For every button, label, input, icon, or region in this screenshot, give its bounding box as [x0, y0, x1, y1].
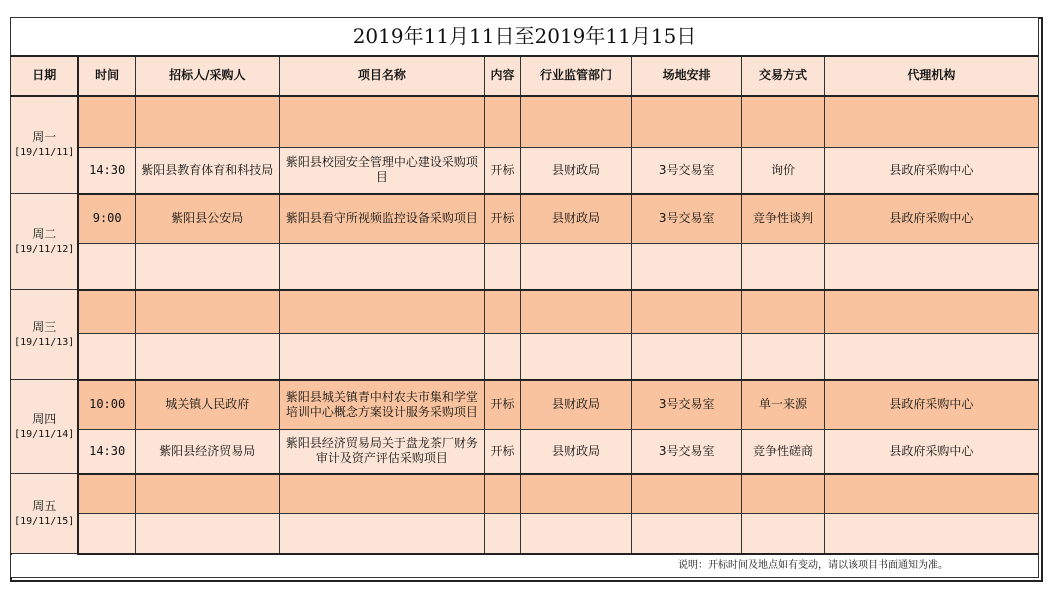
cell-buyer [135, 334, 279, 380]
cell-venue: 3号交易室 [632, 148, 742, 194]
cell-time: 10:00 [78, 380, 135, 430]
table-row [11, 430, 1039, 474]
cell-content: 开标 [485, 148, 521, 194]
schedule-table [10, 17, 1039, 578]
cell-venue [632, 334, 742, 380]
cell-buyer [135, 514, 279, 554]
cell-content: 开标 [485, 194, 521, 244]
header-method: 交易方式 [742, 56, 824, 96]
day-name: 周二 [32, 226, 57, 241]
cell-agency [824, 244, 1038, 290]
cell-project: 紫阳县校园安全管理中心建设采购项目 [279, 148, 484, 194]
cell-time [78, 474, 135, 514]
cell-method: 竞争性磋商 [742, 430, 824, 474]
day-date: [19/11/15] [14, 515, 75, 527]
cell-agency [824, 474, 1038, 514]
cell-project [279, 514, 484, 554]
cell-dept: 县财政局 [520, 380, 631, 430]
header-date: 日期 [11, 56, 79, 96]
cell-buyer: 紫阳县经济贸易局 [135, 430, 279, 474]
cell-method [742, 96, 824, 148]
header-agency: 代理机构 [824, 56, 1038, 96]
cell-project [279, 96, 484, 148]
day-cell [11, 380, 79, 474]
cell-buyer: 紫阳县教育体育和科技局 [135, 148, 279, 194]
table-row [11, 194, 1039, 244]
day-name: 周四 [32, 411, 57, 426]
header-dept: 行业监管部门 [520, 56, 631, 96]
table-row [11, 334, 1039, 380]
cell-venue [632, 474, 742, 514]
header-row [11, 56, 1039, 96]
cell-content [485, 96, 521, 148]
cell-dept: 县财政局 [520, 430, 631, 474]
cell-venue [632, 96, 742, 148]
header-buyer: 招标人/采购人 [135, 56, 279, 96]
cell-venue [632, 290, 742, 334]
cell-method [742, 514, 824, 554]
cell-project [279, 474, 484, 514]
cell-project: 紫阳县城关镇青中村农夫市集和学堂培训中心概念方案设计服务采购项目 [279, 380, 484, 430]
cell-method [742, 334, 824, 380]
day-date: [19/11/13] [14, 336, 75, 348]
day-name: 周五 [32, 498, 57, 513]
cell-dept [520, 514, 631, 554]
cell-dept [520, 96, 631, 148]
cell-dept [520, 474, 631, 514]
cell-dept: 县财政局 [520, 194, 631, 244]
day-cell [11, 474, 79, 554]
note-row [11, 554, 1039, 578]
cell-agency: 县政府采购中心 [824, 194, 1038, 244]
cell-dept [520, 334, 631, 380]
cell-time [78, 514, 135, 554]
cell-agency: 县政府采购中心 [824, 380, 1038, 430]
cell-method: 询价 [742, 148, 824, 194]
cell-time [78, 244, 135, 290]
header-venue: 场地安排 [632, 56, 742, 96]
cell-dept: 县财政局 [520, 148, 631, 194]
table-row [11, 380, 1039, 430]
cell-project [279, 244, 484, 290]
day-cell [11, 290, 79, 380]
cell-dept [520, 290, 631, 334]
header-time: 时间 [78, 56, 135, 96]
cell-content [485, 244, 521, 290]
day-date: [19/11/11] [14, 146, 75, 158]
header-project: 项目名称 [279, 56, 484, 96]
table-row [11, 514, 1039, 554]
schedule-sheet [10, 17, 1043, 582]
cell-content [485, 334, 521, 380]
day-date: [19/11/14] [14, 428, 75, 440]
day-cell [11, 194, 79, 290]
cell-agency [824, 96, 1038, 148]
cell-method: 竞争性谈判 [742, 194, 824, 244]
cell-venue: 3号交易室 [632, 194, 742, 244]
cell-time [78, 290, 135, 334]
cell-content [485, 290, 521, 334]
cell-buyer [135, 474, 279, 514]
cell-buyer [135, 96, 279, 148]
cell-buyer: 城关镇人民政府 [135, 380, 279, 430]
cell-project [279, 334, 484, 380]
cell-content: 开标 [485, 380, 521, 430]
cell-venue: 3号交易室 [632, 380, 742, 430]
day-cell [11, 96, 79, 194]
cell-agency [824, 514, 1038, 554]
note-text: 说明：开标时间及地点如有变动，请以该项目书面通知为准。 [11, 554, 1039, 578]
table-row [11, 474, 1039, 514]
cell-method [742, 290, 824, 334]
table-row [11, 244, 1039, 290]
cell-time: 9:00 [78, 194, 135, 244]
cell-agency [824, 334, 1038, 380]
cell-time [78, 334, 135, 380]
header-content: 内容 [485, 56, 521, 96]
day-date: [19/11/12] [14, 243, 75, 255]
cell-project [279, 290, 484, 334]
cell-agency [824, 290, 1038, 334]
cell-project: 紫阳县经济贸易局关于盘龙茶厂财务审计及资产评估采购项目 [279, 430, 484, 474]
table-row [11, 96, 1039, 148]
cell-project: 紫阳县看守所视频监控设备采购项目 [279, 194, 484, 244]
table-row [11, 148, 1039, 194]
cell-venue: 3号交易室 [632, 430, 742, 474]
cell-content: 开标 [485, 430, 521, 474]
cell-venue [632, 514, 742, 554]
cell-buyer [135, 244, 279, 290]
cell-time: 14:30 [78, 430, 135, 474]
cell-method [742, 244, 824, 290]
cell-dept [520, 244, 631, 290]
cell-venue [632, 244, 742, 290]
cell-method [742, 474, 824, 514]
cell-time: 14:30 [78, 148, 135, 194]
cell-agency: 县政府采购中心 [824, 430, 1038, 474]
cell-content [485, 474, 521, 514]
table-row [11, 290, 1039, 334]
cell-agency: 县政府采购中心 [824, 148, 1038, 194]
cell-buyer: 紫阳县公安局 [135, 194, 279, 244]
cell-method: 单一来源 [742, 380, 824, 430]
schedule-title: 2019年11月11日至2019年11月15日 [11, 18, 1039, 56]
cell-content [485, 514, 521, 554]
day-name: 周一 [32, 129, 57, 144]
day-name: 周三 [32, 319, 57, 334]
cell-time [78, 96, 135, 148]
cell-buyer [135, 290, 279, 334]
